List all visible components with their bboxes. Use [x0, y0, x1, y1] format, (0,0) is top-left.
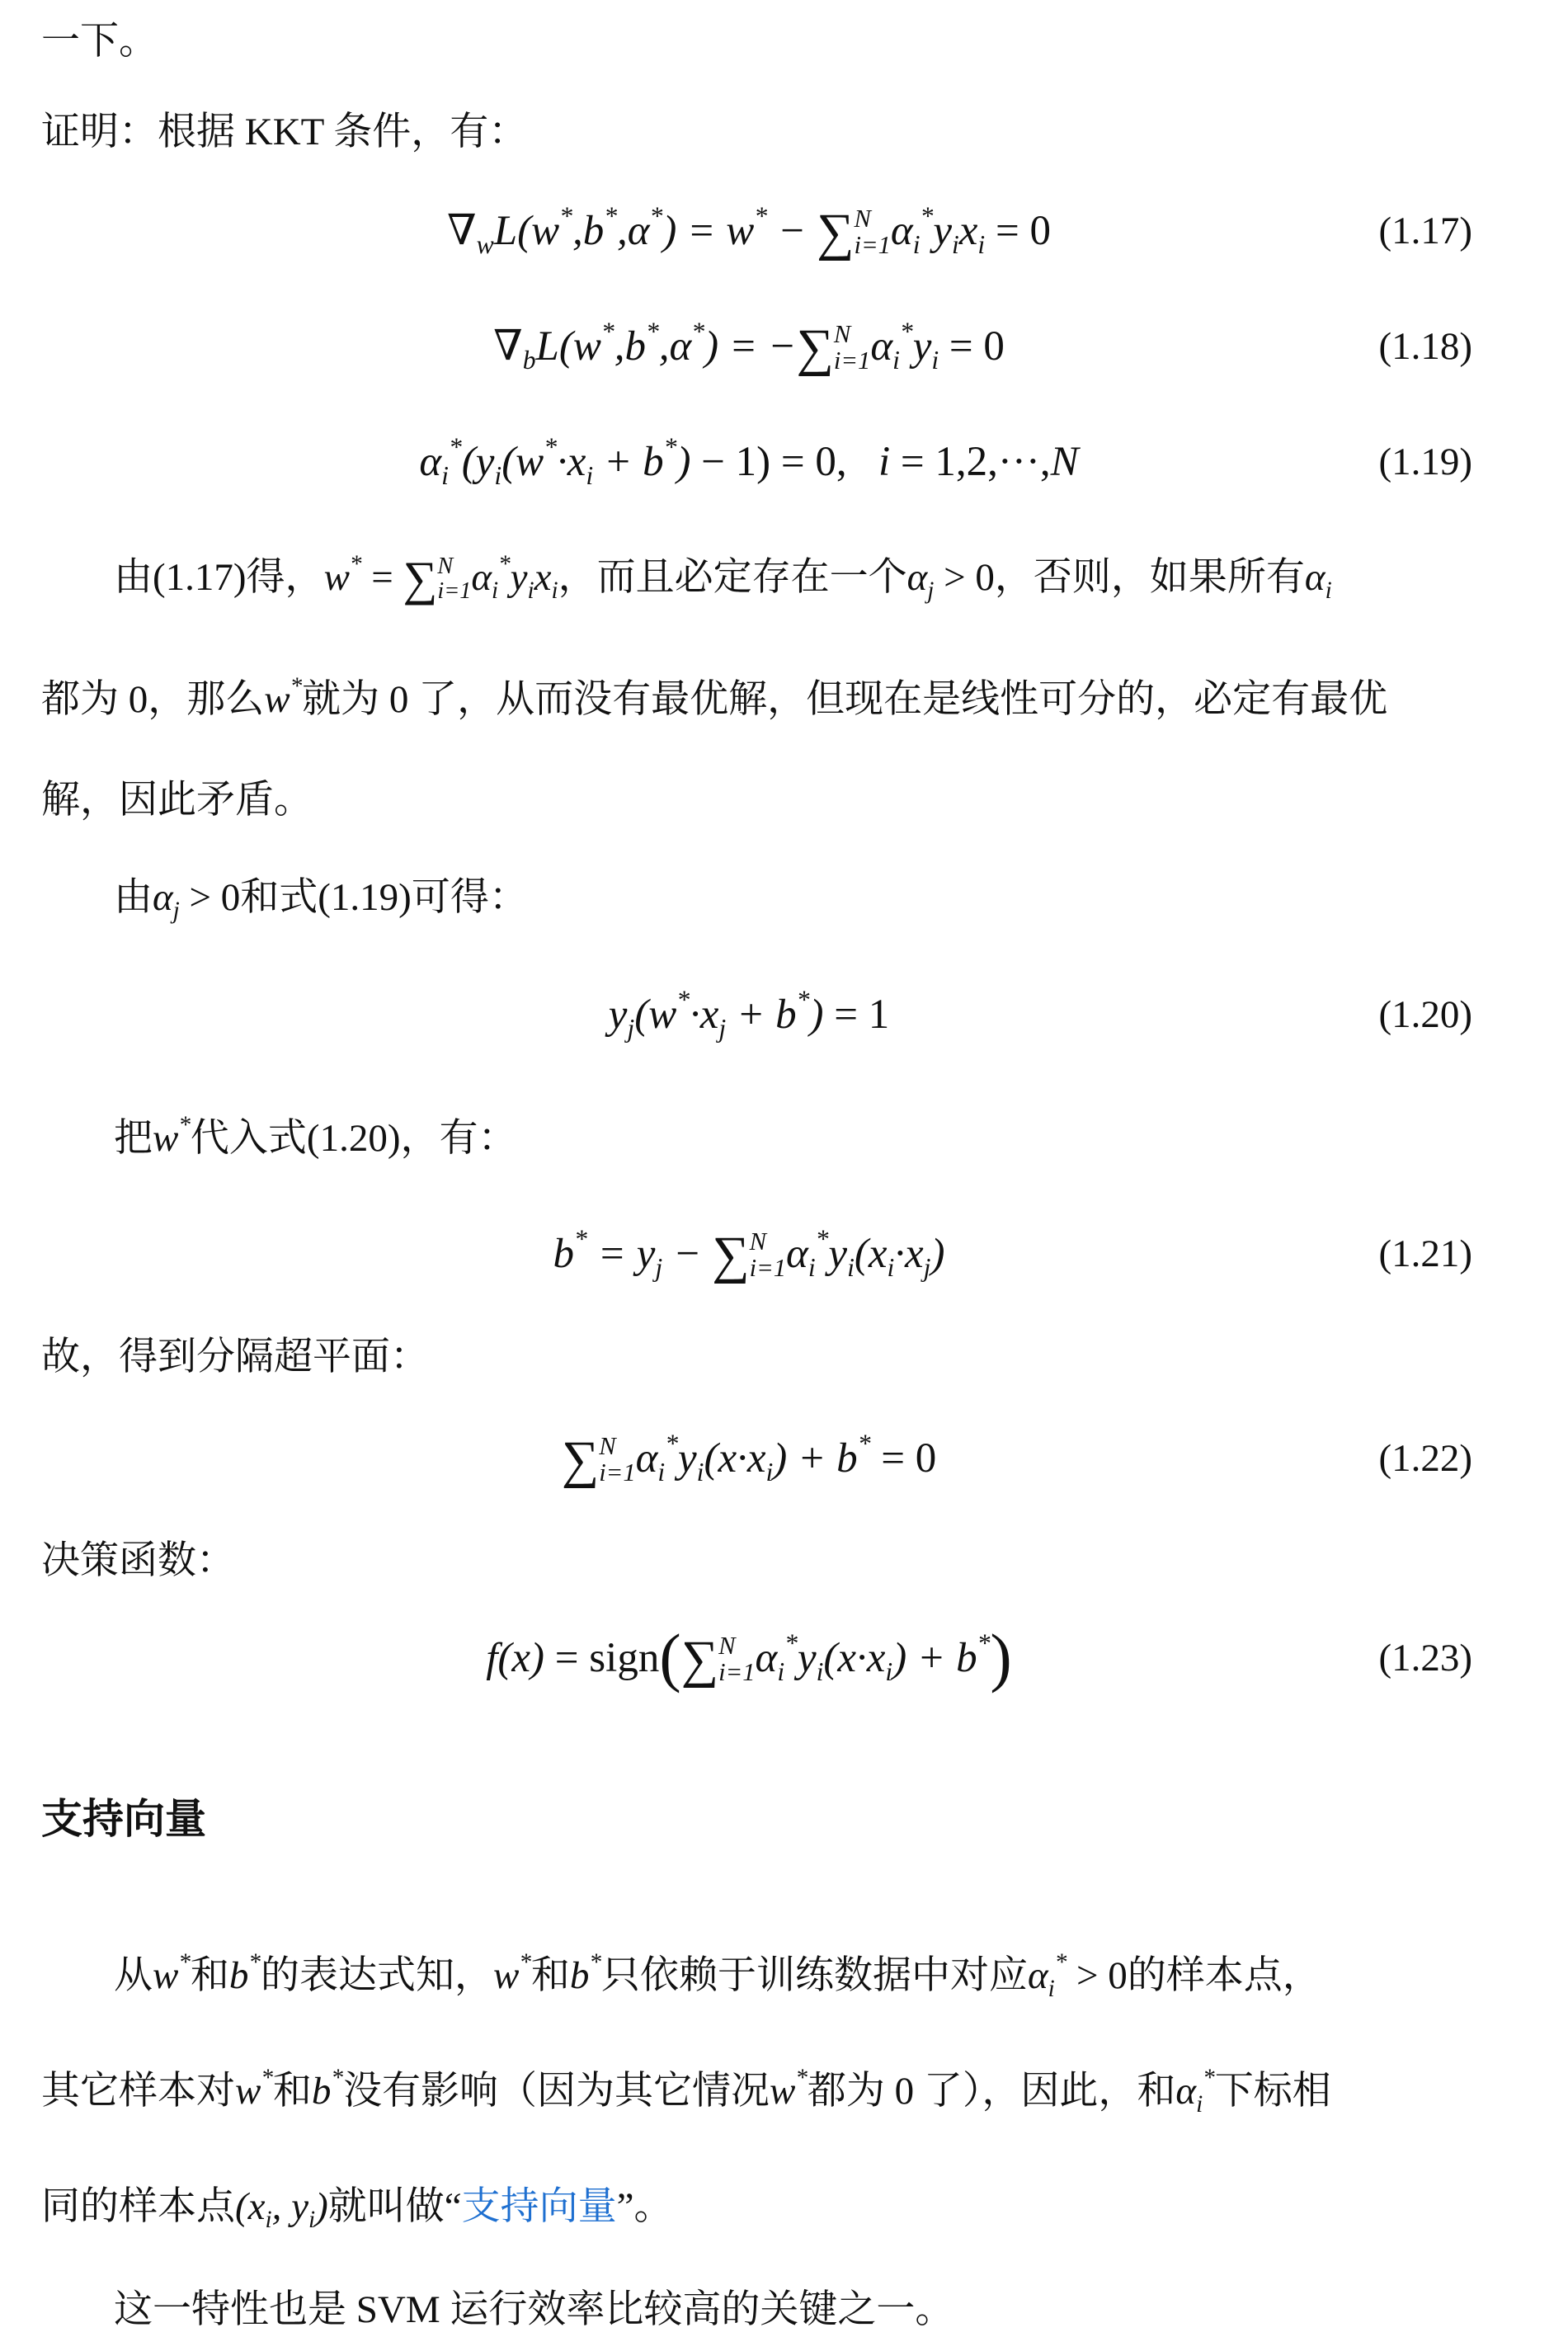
formula-alpha-j: $\alpha_j > 0$ [906, 556, 995, 605]
text-span: 的样本点， [1127, 1954, 1321, 1997]
equation-number: (1.21) [1378, 1232, 1472, 1275]
formula-alpha-i: $\alpha_i$ [1304, 556, 1332, 605]
text-span: ”。 [616, 2185, 673, 2228]
formula-w-star: w* [153, 1949, 191, 1997]
text-span: 的表达式知， [260, 1954, 493, 1997]
paragraph-line: 解，因此矛盾。 [41, 779, 313, 822]
equation-number: (1.19) [1378, 441, 1472, 483]
formula-w-star: w* = ∑ N i=1 $\alpha_i^*y_ix_i$ [323, 551, 558, 605]
equation-body: f(x) = sign(∑ N i=1 $\alpha_i^*y_i(x\cdot x_i) + b^*$) [486, 1622, 1012, 1694]
paragraph-line: 这一特性也是 SVM 运行效率比较高的关键之一。 [114, 2288, 954, 2331]
equation-number: (1.22) [1378, 1437, 1472, 1480]
equation-number: (1.17) [1378, 210, 1472, 252]
text-span: 由(1.17)得， [114, 556, 324, 599]
equation-body: $\nabla_bL(w^*,b^*,\alpha^*)$ = −∑ N i=1 $\alpha_i^*y_i = 0$ [493, 317, 1005, 377]
formula-b-star: b* [311, 2065, 343, 2113]
formula-w-star: w* [264, 673, 303, 721]
equation-body: $\nabla_wL(w^*,b^*,\alpha^*) = w^*$ − ∑ N i=1 $\alpha_i^*y_ix_i = 0$ [447, 201, 1051, 261]
formula-alpha-star: $\alpha_i^*$ [1175, 2065, 1215, 2118]
equation-1-19 [0, 417, 1568, 507]
text-span: 就为 0 了，从而没有最优解，但现在是线性可分的，必定有最优 [302, 678, 1388, 721]
paragraph-line [114, 873, 1473, 925]
formula-w-star: w* [153, 1112, 191, 1160]
formula-alpha-star: $\alpha_i^* > 0$ [1027, 1949, 1128, 2003]
text-span: 和 [530, 1954, 570, 1997]
formula-w-star: w* [492, 1949, 531, 1997]
text-span: 把 [114, 1117, 153, 1160]
text-span: 就叫做“ [327, 2185, 462, 2228]
equation-body: $b^* = y_j$ − ∑ N i=1 $\alpha_i^*y_i(x_i\cdot x_j)$ [553, 1224, 945, 1284]
text-span: 和 [272, 2070, 312, 2113]
equation-1-23 [0, 1613, 1568, 1703]
equation-1-18 [0, 301, 1568, 392]
text-line: 一下。 [41, 20, 158, 63]
paragraph-line [41, 2066, 1473, 2116]
text-span: 都为 0，那么 [41, 678, 265, 721]
paragraph-line [41, 2182, 1473, 2234]
paragraph-line [114, 553, 1473, 604]
text-span: 没有影响（因为其它情况 [342, 2070, 770, 2113]
text-span: 和 [190, 1954, 229, 1997]
text-span: ，否则，如果所有 [994, 556, 1305, 599]
text-span: 其它样本对 [41, 2070, 235, 2113]
equation-number: (1.18) [1378, 325, 1472, 368]
text-span: 代入式(1.20)，有： [190, 1117, 517, 1160]
text-span: ，而且必定存在一个 [558, 556, 907, 599]
equation-1-22 [0, 1413, 1568, 1504]
text-span: 下标相 [1214, 2070, 1331, 2113]
formula-sample-point: ($x_i$, $y_i$) [235, 2185, 328, 2234]
section-heading: 支持向量 [41, 1795, 206, 1843]
text-span: 只依赖于训练数据中对应 [600, 1954, 1028, 1997]
formula-w-star: w* [235, 2065, 273, 2113]
paragraph-line [114, 1114, 1473, 1163]
formula-w-star: w* [769, 2065, 808, 2113]
paragraph-line [114, 1949, 1473, 2003]
support-vector-link[interactable]: 支持向量 [461, 2185, 617, 2228]
equation-body: $y_j(w^*\cdot x_j + b^*) = 1$ [608, 985, 890, 1044]
equation-number: (1.23) [1378, 1637, 1472, 1680]
formula-b-star: b* [228, 1949, 261, 1997]
formula-alpha-j: $\alpha_j > 0$ [153, 876, 241, 925]
text-span: 都为 0 了），因此，和 [807, 2070, 1176, 2113]
paragraph-line [41, 675, 1473, 724]
equation-body: $\alpha_i^*(y_i(w^*\cdot x_i + b^*) - 1) = 0$, i = 1,2,···,N [419, 432, 1079, 491]
equation-1-20 [0, 969, 1568, 1060]
formula-b-star: b* [569, 1949, 601, 1997]
equation-1-21 [0, 1208, 1568, 1299]
text-span: 从 [114, 1954, 153, 1997]
text-span: 同的样本点 [41, 2185, 235, 2228]
equation-body: ∑ N i=1 $\alpha_i^*y_i(x\cdot x_i) + b^* = 0$ [561, 1429, 937, 1489]
paragraph-line: 决策函数： [41, 1539, 235, 1582]
text-span: 由 [114, 876, 153, 919]
text-span: 和式(1.19)可得： [240, 876, 528, 919]
equation-number: (1.20) [1378, 993, 1472, 1036]
paragraph-line: 故，得到分隔超平面： [41, 1336, 429, 1378]
text-line: 证明：根据 KKT 条件，有： [41, 111, 528, 153]
equation-1-17 [0, 186, 1568, 276]
